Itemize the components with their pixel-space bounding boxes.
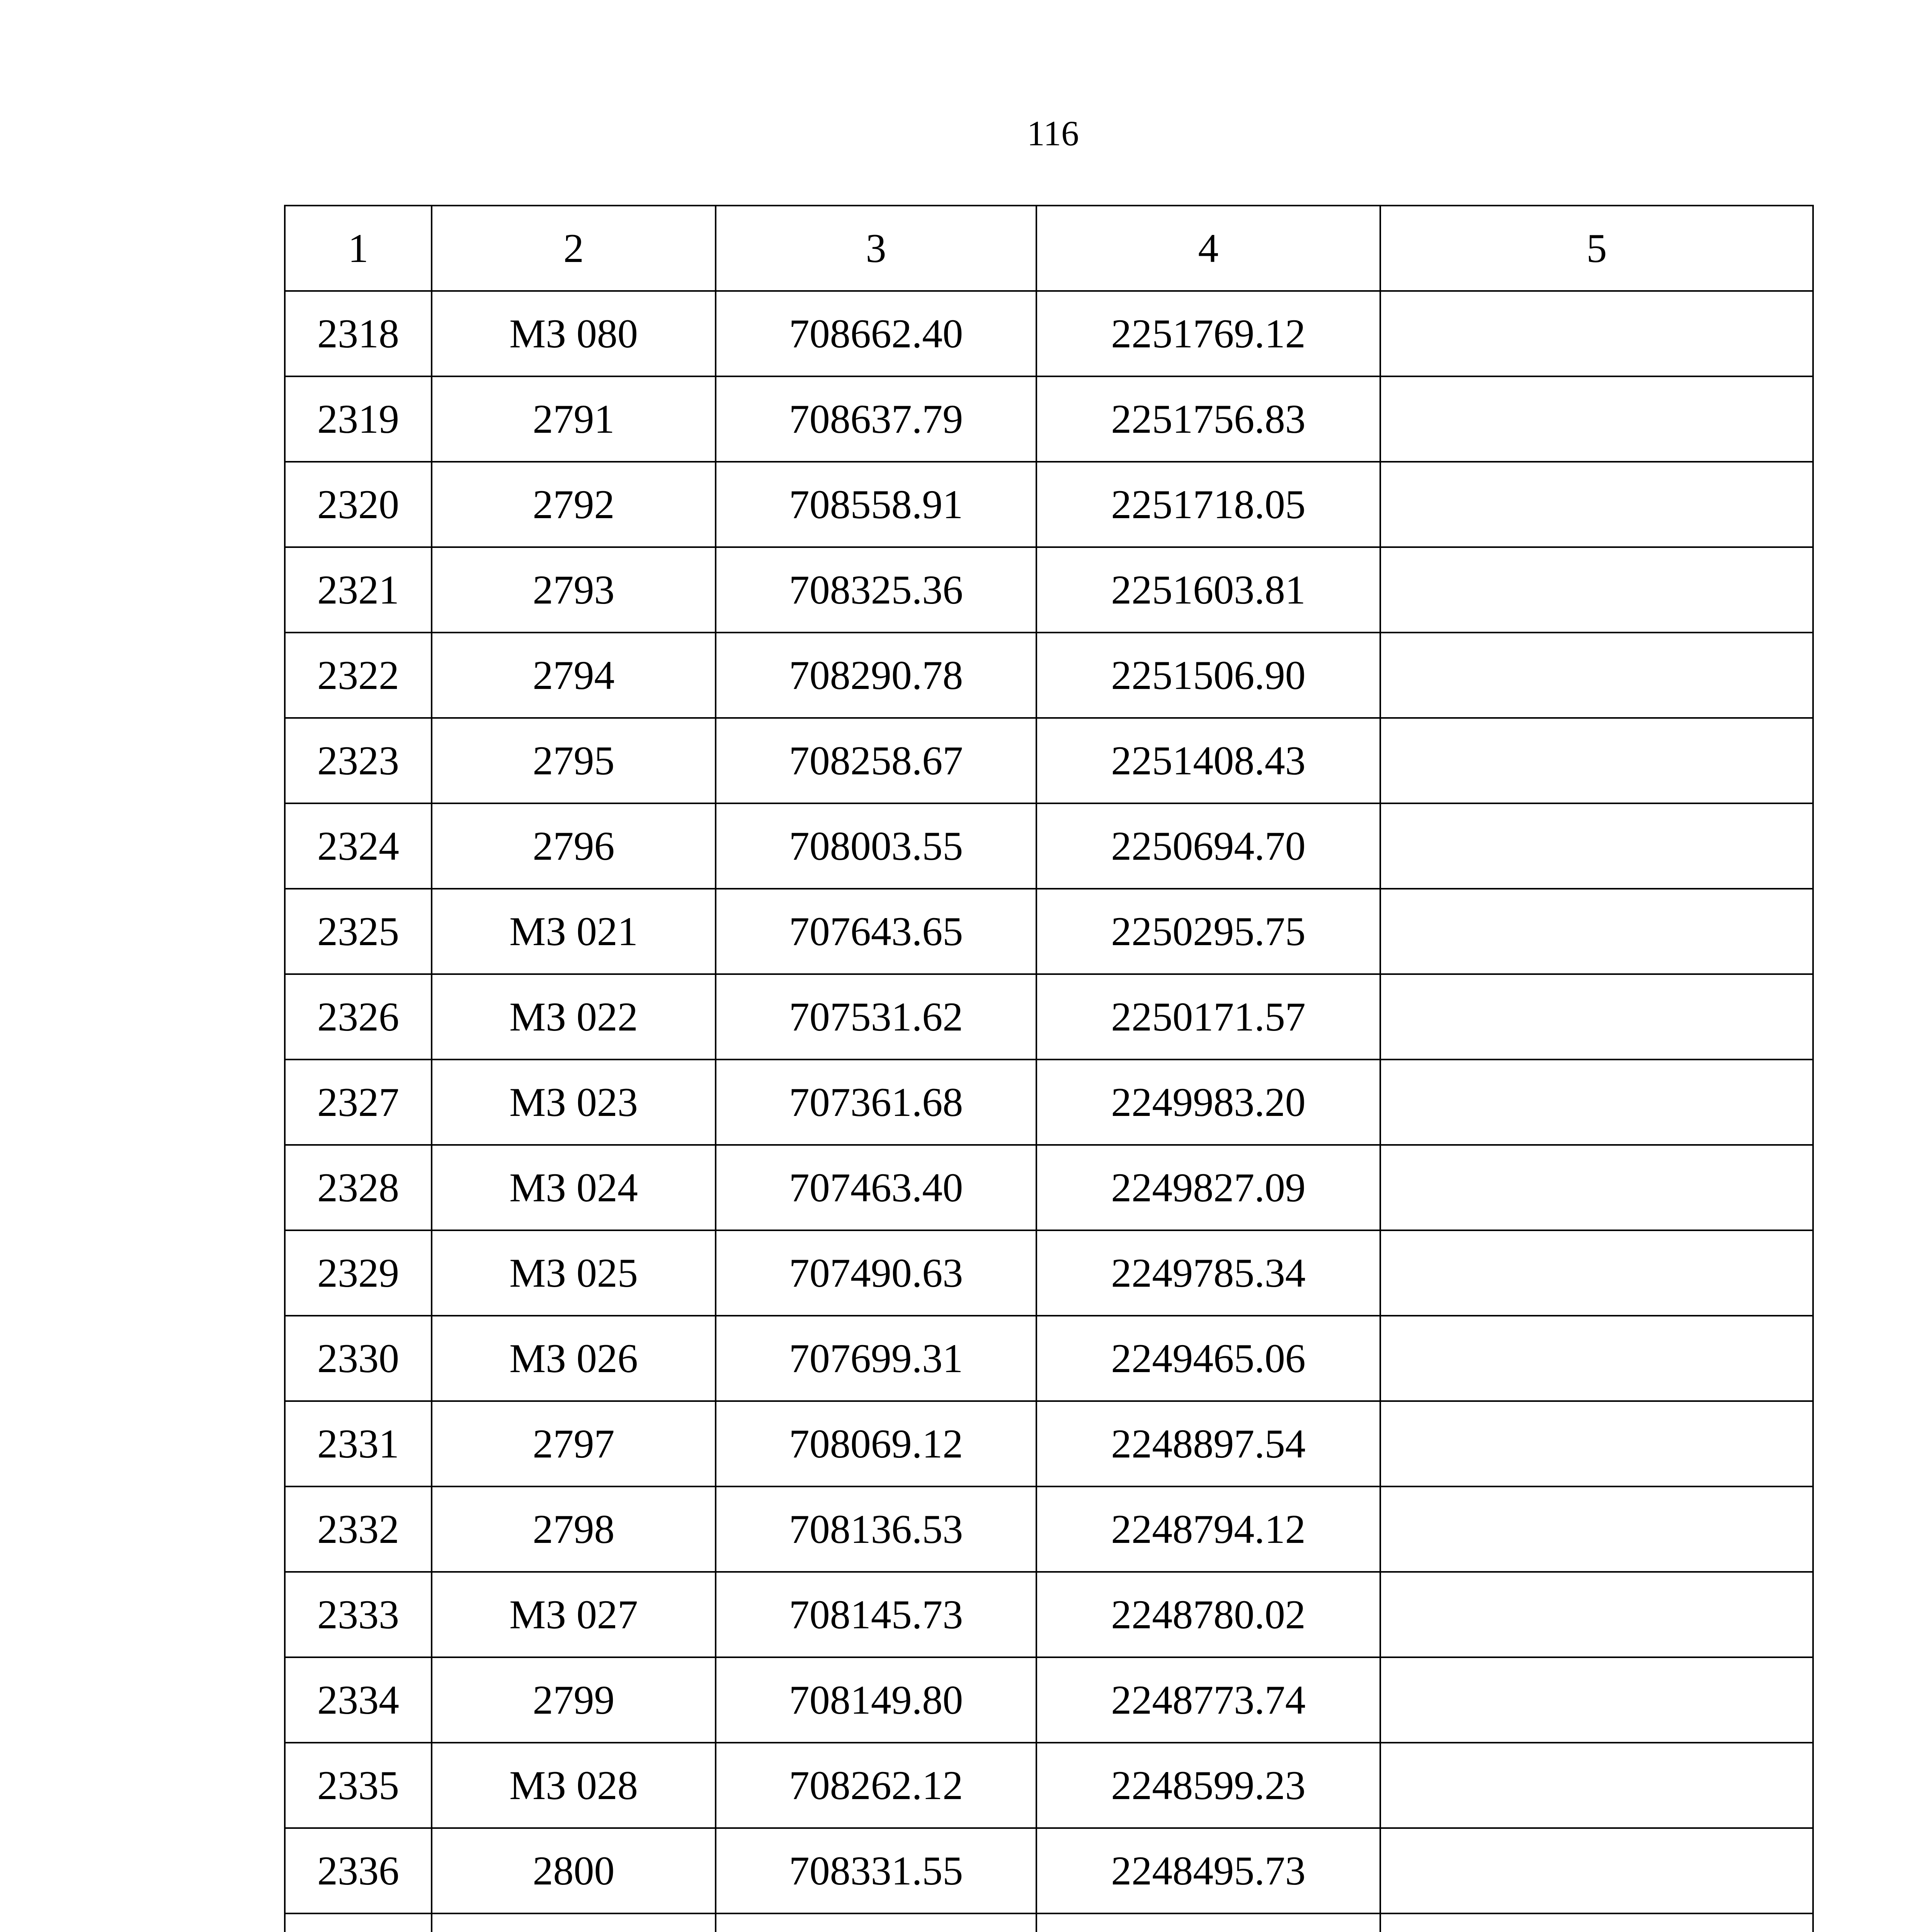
row-index-cell: 2328 [285, 1145, 432, 1230]
x-coordinate-cell: 707361.68 [716, 1060, 1036, 1145]
row-index-cell: 2326 [285, 974, 432, 1060]
point-number-cell: МЗ 022 [432, 974, 716, 1060]
y-coordinate-cell: 2251603.81 [1036, 547, 1380, 633]
table-row [285, 974, 1813, 1060]
y-coordinate-cell: 2251718.05 [1036, 462, 1380, 547]
row-index-cell: 2323 [285, 718, 432, 803]
y-coordinate-cell [1036, 1913, 1380, 1932]
table-row [285, 1913, 1813, 1932]
table-row [285, 1743, 1813, 1828]
y-coordinate-cell: 2249785.34 [1036, 1230, 1380, 1316]
point-number-cell: МЗ 080 [432, 291, 716, 376]
note-cell [1380, 1316, 1813, 1401]
note-cell [1380, 291, 1813, 376]
column-header-1: 1 [285, 206, 432, 291]
table-row [285, 803, 1813, 889]
x-coordinate-cell: 708262.12 [716, 1743, 1036, 1828]
x-coordinate-cell: 708069.12 [716, 1401, 1036, 1486]
y-coordinate-cell: 2248495.73 [1036, 1828, 1380, 1913]
row-index-cell: 2331 [285, 1401, 432, 1486]
point-number-cell: 2793 [432, 547, 716, 633]
y-coordinate-cell: 2248599.23 [1036, 1743, 1380, 1828]
column-header-2: 2 [432, 206, 716, 291]
point-number-cell: 2792 [432, 462, 716, 547]
y-coordinate-cell: 2249827.09 [1036, 1145, 1380, 1230]
y-coordinate-cell: 2251756.83 [1036, 376, 1380, 462]
y-coordinate-cell: 2248780.02 [1036, 1572, 1380, 1657]
note-cell [1380, 1828, 1813, 1913]
x-coordinate-cell: 708145.73 [716, 1572, 1036, 1657]
note-cell [1380, 376, 1813, 462]
note-cell [1380, 1486, 1813, 1572]
y-coordinate-cell: 2250171.57 [1036, 974, 1380, 1060]
column-header-4: 4 [1036, 206, 1380, 291]
row-index-cell: 2321 [285, 547, 432, 633]
x-coordinate-cell: 708149.80 [716, 1657, 1036, 1743]
point-number-cell: МЗ 028 [432, 1743, 716, 1828]
x-coordinate-cell [716, 1913, 1036, 1932]
row-index-cell [285, 1913, 432, 1932]
column-header-3: 3 [716, 206, 1036, 291]
x-coordinate-cell: 707699.31 [716, 1316, 1036, 1401]
x-coordinate-cell: 708331.55 [716, 1828, 1036, 1913]
note-cell [1380, 1913, 1813, 1932]
y-coordinate-cell: 2248897.54 [1036, 1401, 1380, 1486]
note-cell [1380, 633, 1813, 718]
note-cell [1380, 547, 1813, 633]
table-row [285, 291, 1813, 376]
row-index-cell: 2327 [285, 1060, 432, 1145]
note-cell [1380, 1145, 1813, 1230]
table-row [285, 1828, 1813, 1913]
table-row [285, 718, 1813, 803]
row-index-cell: 2335 [285, 1743, 432, 1828]
table-row [285, 1060, 1813, 1145]
point-number-cell [432, 1913, 716, 1932]
y-coordinate-cell: 2251769.12 [1036, 291, 1380, 376]
note-cell [1380, 462, 1813, 547]
table-body [285, 291, 1813, 1932]
y-coordinate-cell: 2250295.75 [1036, 889, 1380, 974]
page-number: 116 [1027, 114, 1079, 153]
row-index-cell: 2336 [285, 1828, 432, 1913]
row-index-cell: 2318 [285, 291, 432, 376]
x-coordinate-cell: 708325.36 [716, 547, 1036, 633]
table-row [285, 633, 1813, 718]
row-index-cell: 2319 [285, 376, 432, 462]
note-cell [1380, 1401, 1813, 1486]
row-index-cell: 2333 [285, 1572, 432, 1657]
y-coordinate-cell: 2248794.12 [1036, 1486, 1380, 1572]
x-coordinate-cell: 707463.40 [716, 1145, 1036, 1230]
note-cell [1380, 1743, 1813, 1828]
x-coordinate-cell: 708662.40 [716, 291, 1036, 376]
table-row [285, 547, 1813, 633]
point-number-cell: 2795 [432, 718, 716, 803]
column-header-5: 5 [1380, 206, 1813, 291]
row-index-cell: 2324 [285, 803, 432, 889]
point-number-cell: 2799 [432, 1657, 716, 1743]
x-coordinate-cell: 708558.91 [716, 462, 1036, 547]
table-row [285, 889, 1813, 974]
point-number-cell: 2798 [432, 1486, 716, 1572]
y-coordinate-cell: 2251506.90 [1036, 633, 1380, 718]
point-number-cell: МЗ 023 [432, 1060, 716, 1145]
table-row [285, 1486, 1813, 1572]
point-number-cell: 2797 [432, 1401, 716, 1486]
x-coordinate-cell: 708290.78 [716, 633, 1036, 718]
point-number-cell: 2800 [432, 1828, 716, 1913]
table-header-row [285, 206, 1813, 291]
y-coordinate-cell: 2249465.06 [1036, 1316, 1380, 1401]
point-number-cell: МЗ 024 [432, 1145, 716, 1230]
x-coordinate-cell: 707531.62 [716, 974, 1036, 1060]
table-row [285, 376, 1813, 462]
point-number-cell: 2794 [432, 633, 716, 718]
row-index-cell: 2322 [285, 633, 432, 718]
coordinates-table [284, 205, 1814, 1932]
x-coordinate-cell: 707490.63 [716, 1230, 1036, 1316]
x-coordinate-cell: 708258.67 [716, 718, 1036, 803]
table-row [285, 1145, 1813, 1230]
x-coordinate-cell: 708003.55 [716, 803, 1036, 889]
row-index-cell: 2334 [285, 1657, 432, 1743]
point-number-cell: МЗ 026 [432, 1316, 716, 1401]
note-cell [1380, 889, 1813, 974]
row-index-cell: 2330 [285, 1316, 432, 1401]
y-coordinate-cell: 2249983.20 [1036, 1060, 1380, 1145]
note-cell [1380, 1572, 1813, 1657]
point-number-cell: МЗ 027 [432, 1572, 716, 1657]
table-row [285, 1230, 1813, 1316]
note-cell [1380, 974, 1813, 1060]
point-number-cell: 2796 [432, 803, 716, 889]
row-index-cell: 2329 [285, 1230, 432, 1316]
y-coordinate-cell: 2250694.70 [1036, 803, 1380, 889]
note-cell [1380, 1230, 1813, 1316]
note-cell [1380, 1060, 1813, 1145]
point-number-cell: МЗ 021 [432, 889, 716, 974]
x-coordinate-cell: 707643.65 [716, 889, 1036, 974]
point-number-cell: МЗ 025 [432, 1230, 716, 1316]
point-number-cell: 2791 [432, 376, 716, 462]
x-coordinate-cell: 708637.79 [716, 376, 1036, 462]
table-row [285, 1572, 1813, 1657]
y-coordinate-cell: 2248773.74 [1036, 1657, 1380, 1743]
table-row [285, 462, 1813, 547]
note-cell [1380, 1657, 1813, 1743]
note-cell [1380, 803, 1813, 889]
y-coordinate-cell: 2251408.43 [1036, 718, 1380, 803]
table-row [285, 1657, 1813, 1743]
row-index-cell: 2325 [285, 889, 432, 974]
row-index-cell: 2332 [285, 1486, 432, 1572]
table-row [285, 1316, 1813, 1401]
note-cell [1380, 718, 1813, 803]
x-coordinate-cell: 708136.53 [716, 1486, 1036, 1572]
table-row [285, 1401, 1813, 1486]
row-index-cell: 2320 [285, 462, 432, 547]
